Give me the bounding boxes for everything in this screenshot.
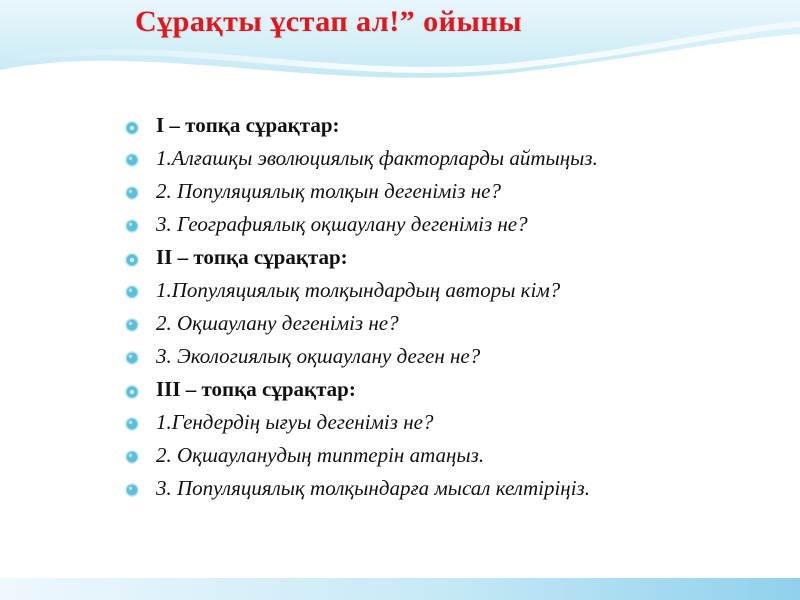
question-item: [125, 312, 725, 335]
bullet-circle-icon: [125, 450, 139, 464]
group-heading: [125, 378, 725, 401]
question-item: [125, 180, 725, 203]
bullet-circle-icon: [125, 219, 139, 233]
group-heading-text: І – топқа сұрақтар:: [156, 113, 340, 137]
question-text: 3. Экологиялық оқшаулану деген не?: [156, 344, 481, 368]
group-heading-text: ІІІ – топқа сұрақтар:: [156, 377, 356, 401]
question-item: [125, 279, 725, 302]
question-text: 2. Оқшауланудың типтерін атаңыз.: [156, 443, 485, 467]
bullet-circle-icon: [125, 153, 139, 167]
footer-bar: [0, 578, 800, 600]
question-text: 3. Популяциялық толқындарға мысал келтіріңіз.: [156, 476, 590, 500]
question-text: 2. Оқшаулану дегеніміз не?: [156, 311, 399, 335]
question-item: [125, 345, 725, 368]
bullet-circle-icon: [125, 318, 139, 332]
question-item: [125, 213, 725, 236]
question-text: 1.Алғашқы эволюциялық факторларды айтыңыз.: [156, 146, 598, 170]
question-text: 1.Гендердің ығуы дегеніміз не?: [156, 410, 434, 434]
question-item: [125, 147, 725, 170]
group-heading-text: ІІ – топқа сұрақтар:: [156, 245, 348, 269]
question-text: 3. Географиялық оқшаулану дегеніміз не?: [156, 212, 528, 236]
bullet-circle-icon: [125, 253, 139, 267]
bullet-circle-icon: [125, 186, 139, 200]
bullet-circle-icon: [125, 483, 139, 497]
question-list: [125, 114, 725, 510]
bullet-circle-icon: [125, 285, 139, 299]
bullet-circle-icon: [125, 351, 139, 365]
question-item: [125, 477, 725, 500]
question-text: 2. Популяциялық толқын дегеніміз не?: [156, 179, 501, 203]
question-item: [125, 411, 725, 434]
bullet-circle-icon: [125, 385, 139, 399]
bullet-circle-icon: [125, 417, 139, 431]
question-item: [125, 444, 725, 467]
group-heading: [125, 114, 725, 137]
bullet-circle-icon: [125, 121, 139, 135]
question-text: 1.Популяциялық толқындардың авторы кім?: [156, 278, 561, 302]
group-heading: [125, 246, 725, 269]
slide-title: Сұрақты ұстап ал!” ойыны: [135, 5, 523, 38]
